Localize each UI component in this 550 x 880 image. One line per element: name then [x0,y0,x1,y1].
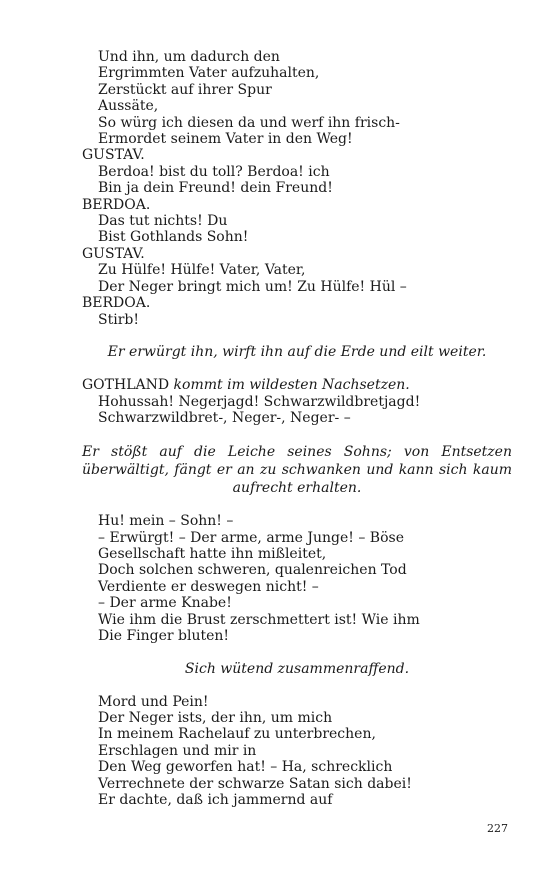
spacer [82,361,512,377]
verse-line: Das tut nichts! Du [98,213,228,230]
stage-direction-inline: kommt im wildesten Nachsetzen. [173,377,410,394]
speaker-name: BERDOA. [82,196,151,213]
stage-direction: Er stößt auf die Leiche seines Sohns; von Entsetzen überwältigt, fängt er an zu schwanken und kann sich kaum aufrecht erhalten. [82,443,512,496]
verse-line: Zerstückt auf ihrer Spur [98,81,272,98]
speaker-name: GUSTAV. [82,245,145,262]
verse-line: Bin ja dein Freund! dein Freund! [98,180,333,197]
verse-line: Wie ihm die Brust zerschmettert ist! Wie ihm [98,611,420,628]
verse-line: Und ihn, um dadurch den [98,49,280,65]
verse-line: Verdiente er deswegen nicht! – [98,578,319,595]
verse-line: Erschlagen und mir in [98,742,257,759]
speaker-name: BERDOA. [82,295,151,312]
verse-line: Der Neger bringt mich um! Zu Hülfe! Hül – [98,278,407,295]
verse-line: Hohussah! Negerjagd! Schwarzwildbretjagd! [98,393,421,410]
verse-line: Ergrimmten Vater aufzuhalten, [98,65,320,82]
speaker-name: GUSTAV. [82,147,145,164]
spacer [82,644,512,660]
verse-line: Doch solchen schweren, qualenreichen Tod [98,562,407,579]
verse-line: Zu Hülfe! Hülfe! Vater, Vater, [98,262,306,279]
page-number: 227 [487,822,508,835]
verse-line: Berdoa! bist du toll? Berdoa! ich [98,163,330,180]
verse-line: Verrechnete der schwarze Satan sich dabei! [98,775,412,792]
verse-line: Er dachte, daß ich jammernd auf [98,791,333,808]
verse-line: Gesellschaft hatte ihn mißleitet, [98,545,327,562]
verse-line: Schwarzwildbret-, Neger-, Neger- – [98,409,351,426]
verse-line: Mord und Pein! [98,693,209,710]
verse-line: Die Finger bluten! [98,627,230,644]
verse-line: Bist Gothlands Sohn! [98,229,249,246]
spacer [82,497,512,513]
verse-line: – Erwürgt! – Der arme, arme Junge! – Böse [98,529,404,546]
spacer [82,677,512,693]
spacer [82,328,512,344]
verse-line: Der Neger ists, der ihn, um mich [98,709,333,726]
speaker-with-direction [82,377,512,393]
verse-line: So würg ich diesen da und werf ihn frisch- [98,114,400,131]
verse-line: Stirb! [98,311,139,328]
verse-line: – Der arme Knabe! [98,595,232,612]
verse-line: In meinem Rachelauf zu unterbrechen, [98,726,376,743]
verse-line: Hu! mein – Sohn! – [98,513,234,530]
stage-direction: Sich wütend zusammenraffend. [184,660,410,677]
verse-line: Den Weg geworfen hat! – Ha, schrecklich [98,759,393,776]
speaker-name: GOTHLAND [82,377,170,394]
stage-direction: Er erwürgt ihn, wirft ihn auf die Erde und eilt weiter. [107,344,487,361]
spacer [82,426,512,442]
verse-line: Aussäte, [98,98,159,115]
page-body [82,49,512,808]
verse-line: Ermordet seinem Vater in den Weg! [98,131,353,148]
